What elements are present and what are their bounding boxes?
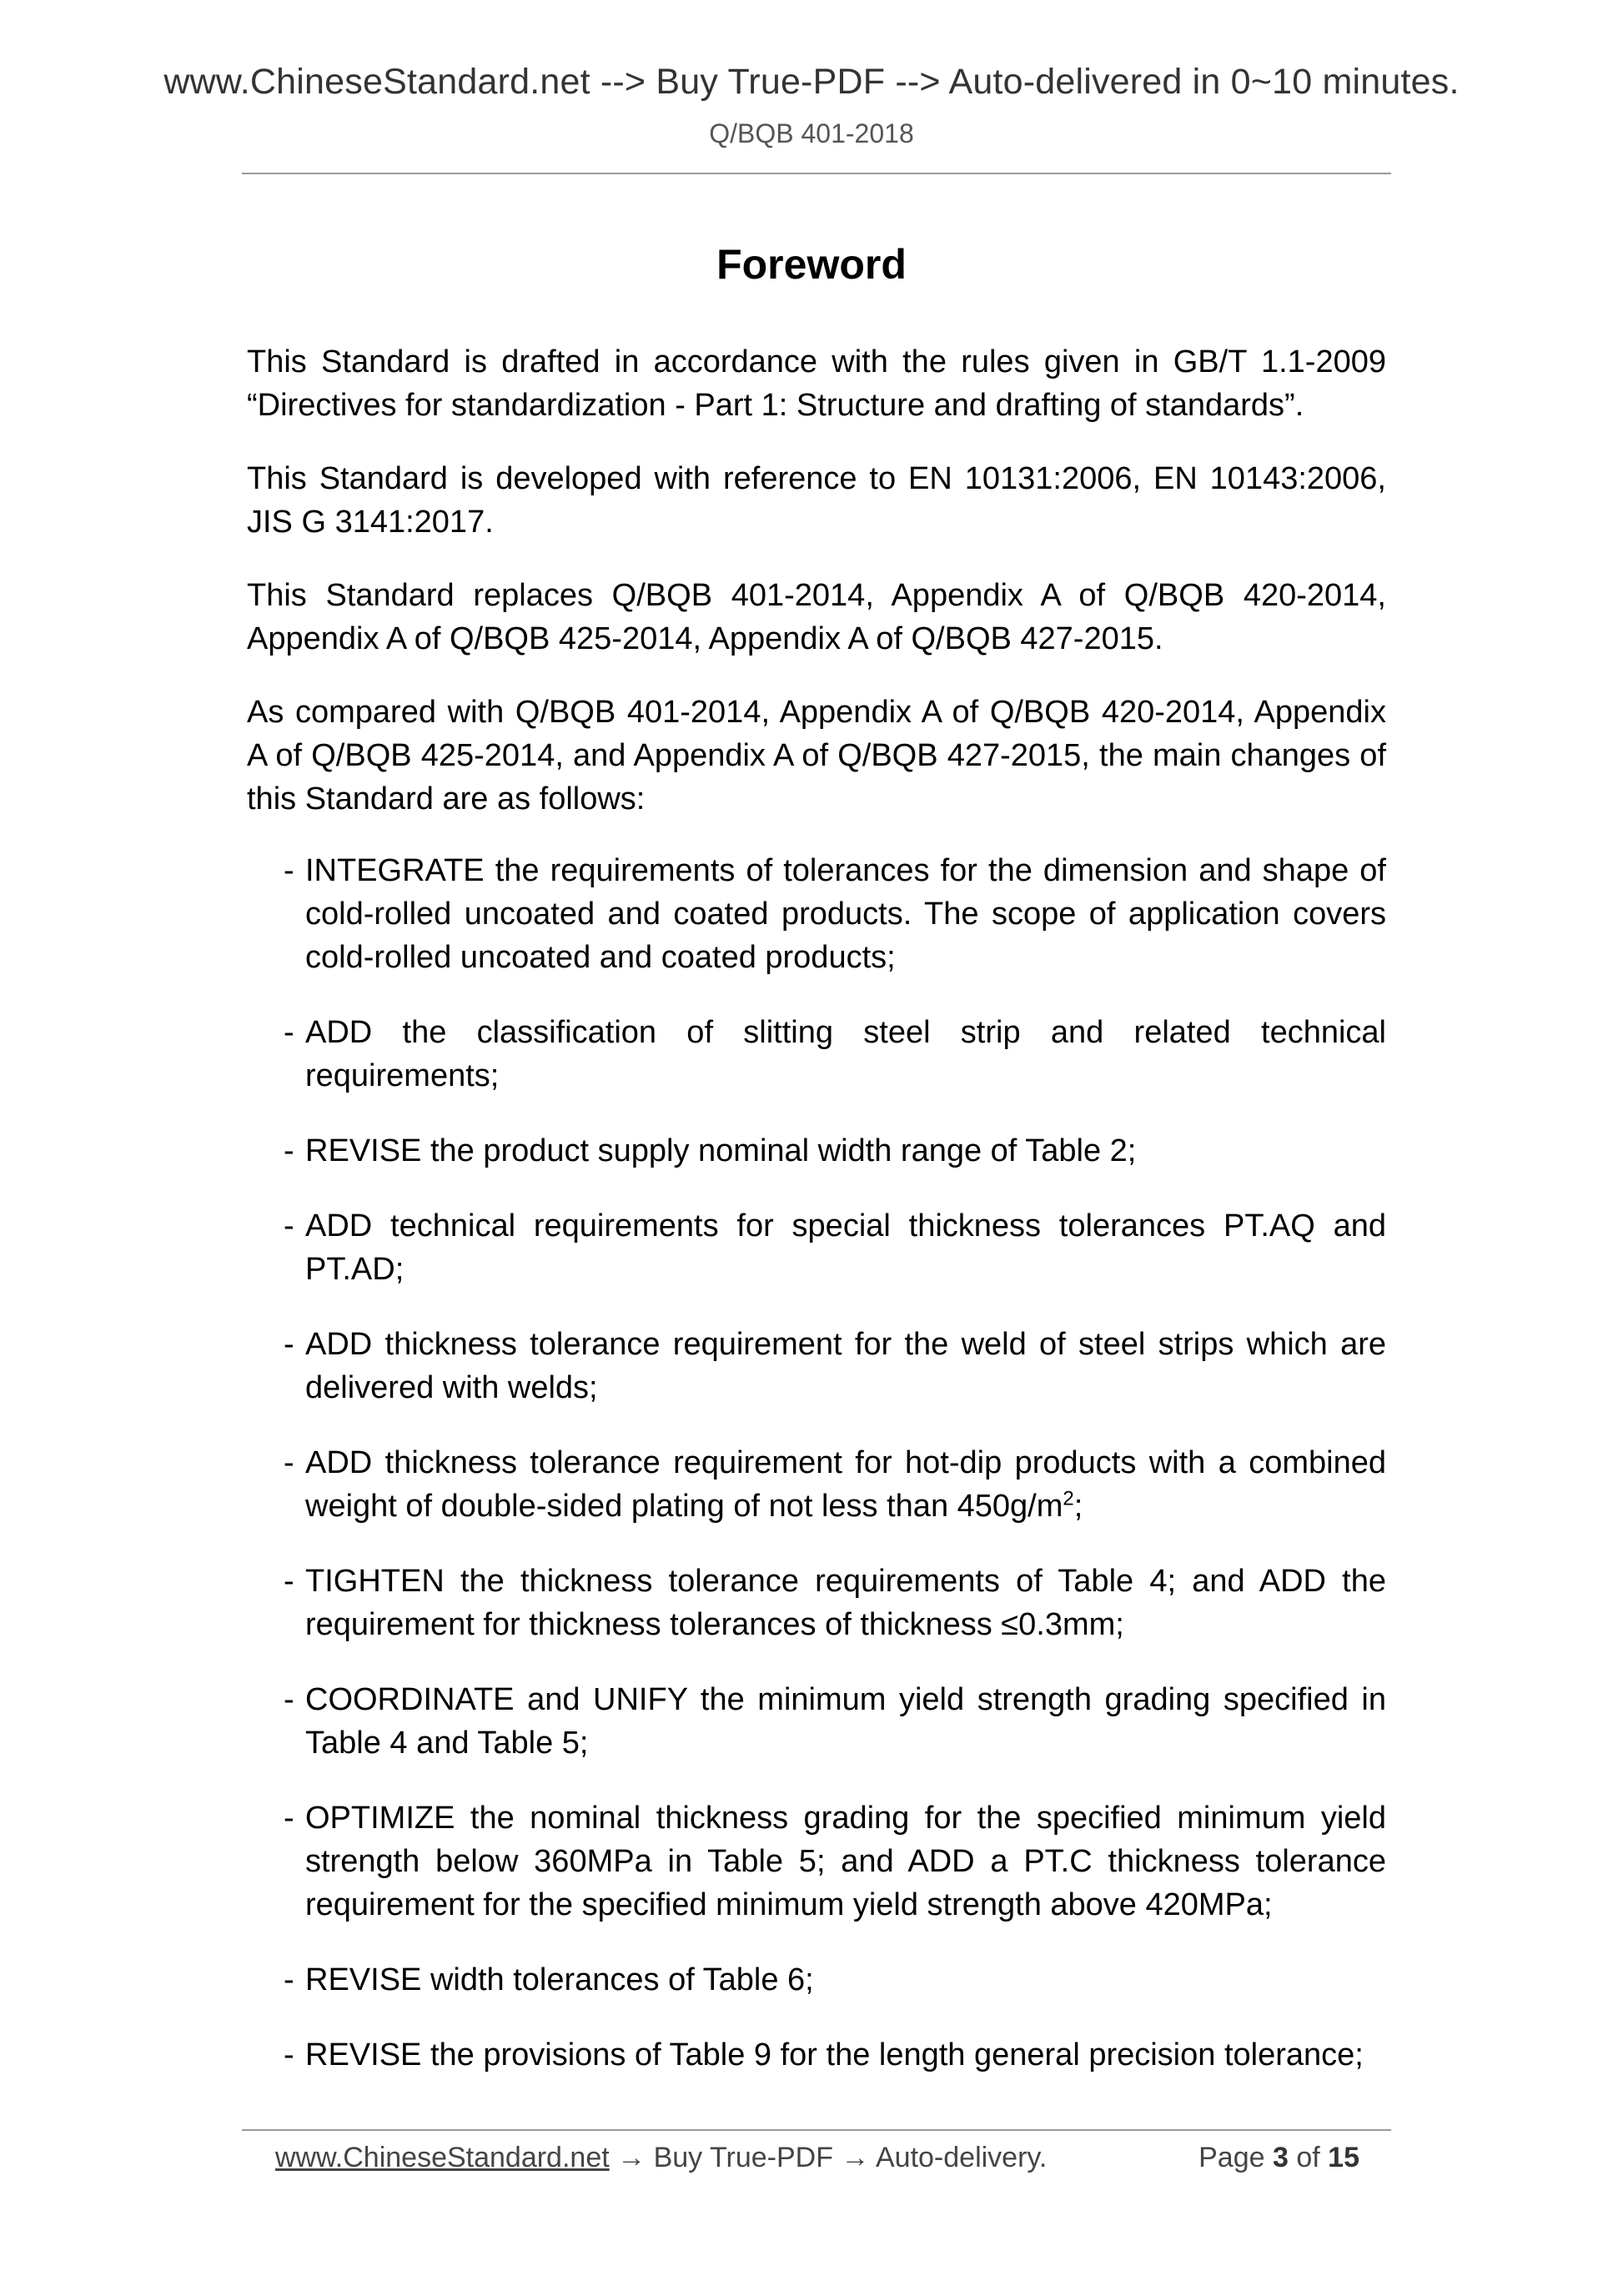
source-banner: www.ChineseStandard.net --> Buy True-PDF --> Auto-delivered in 0~10 minutes. [163,62,1460,102]
list-item [247,1323,1386,1409]
list-item-text: ADD thickness tolerance requirement for hot-dip products with a combined weight of double-sided plating of not less than 450g/m [305,1445,1386,1524]
page-label: Page [1198,2142,1265,2173]
page-total: 15 [1328,2142,1359,2173]
list-dash: - [284,1133,294,1168]
list-item-text: OPTIMIZE the nominal thickness grading for the specified minimum yield strength below 360MPa in Table 5; and ADD a PT.C thickness tolerance requirement for the specified minimum yield strength above 420MPa; [305,1801,1386,1922]
list-item [247,1011,1386,1098]
list-item [247,1560,1386,1646]
list-dash: - [284,853,294,888]
list-item-text: ADD technical requirements for special thickness tolerances PT.AQ and PT.AD; [305,1208,1386,1287]
list-dash: - [284,1564,294,1599]
list-item-text: REVISE the product supply nominal width range of Table 2; [305,1133,1137,1168]
page-title: Foreword [716,241,907,288]
footer-divider [242,2129,1391,2131]
superscript-2: 2 [1063,1487,1074,1510]
page-footer [275,2137,1359,2178]
list-item-text: TIGHTEN the thickness tolerance requirements of Table 4; and ADD the requirement for thickness tolerances of thickness ≤0.3mm; [305,1564,1386,1642]
list-dash: - [284,1327,294,1362]
list-item [247,1958,1386,2002]
changes-list [247,849,1386,2077]
page-indicator [1198,2137,1359,2178]
document-id: Q/BQB 401-2018 [709,118,914,148]
list-dash: - [284,1801,294,1836]
list-item [247,2033,1386,2077]
list-item-text: COORDINATE and UNIFY the minimum yield strength grading specified in Table 4 and Table 5; [305,1682,1386,1761]
list-item-text: INTEGRATE the requirements of tolerances for the dimension and shape of cold-rolled uncoated and coated products. The scope of application covers cold-rolled uncoated and coated products; [305,853,1386,975]
list-item-text: REVISE the provisions of Table 9 for the length general precision tolerance; [305,2037,1364,2072]
list-dash: - [284,1445,294,1480]
paragraph-references: This Standard is developed with reference to EN 10131:2006, EN 10143:2006, JIS G 3141:2017. [247,461,1386,540]
paragraph-changes-intro: As compared with Q/BQB 401-2014, Appendix A of Q/BQB 420-2014, Appendix A of Q/BQB 425-2014, and Appendix A of Q/BQB 427-2015, the main changes of this Standard are as follows: [247,695,1386,816]
list-item [247,1441,1386,1528]
list-dash: - [284,1015,294,1050]
list-dash: - [284,1682,294,1717]
list-item-text: ADD thickness tolerance requirement for the weld of steel strips which are delivered with welds; [305,1327,1386,1405]
footer-text: → Buy True-PDF → Auto-delivery. [617,2142,1048,2173]
footer-link[interactable]: www.ChineseStandard.net [275,2142,610,2173]
document-body [247,340,1386,2108]
list-dash: - [284,1962,294,1997]
paragraph-replaces: This Standard replaces Q/BQB 401-2014, Appendix A of Q/BQB 420-2014, Appendix A of Q/BQB 425-2014, Appendix A of Q/BQB 427-2015. [247,578,1386,656]
list-dash: - [284,2037,294,2072]
list-item-text: ADD the classification of slitting steel strip and related technical requirements; [305,1015,1386,1093]
list-item [247,849,1386,979]
list-item [247,1204,1386,1291]
list-item-text: REVISE width tolerances of Table 6; [305,1962,814,1997]
list-dash: - [284,1208,294,1243]
paragraph-drafting-rules: This Standard is drafted in accordance with the rules given in GB/T 1.1-2009 “Directives for standardization - Part 1: Structure and drafting of standards”. [247,344,1386,423]
list-item [247,1129,1386,1173]
header-divider [242,173,1391,174]
page-number: 3 [1272,2142,1289,2173]
list-item-tail: ; [1073,1489,1083,1524]
of-label: of [1296,2142,1320,2173]
list-item [247,1796,1386,1927]
list-item [247,1678,1386,1765]
